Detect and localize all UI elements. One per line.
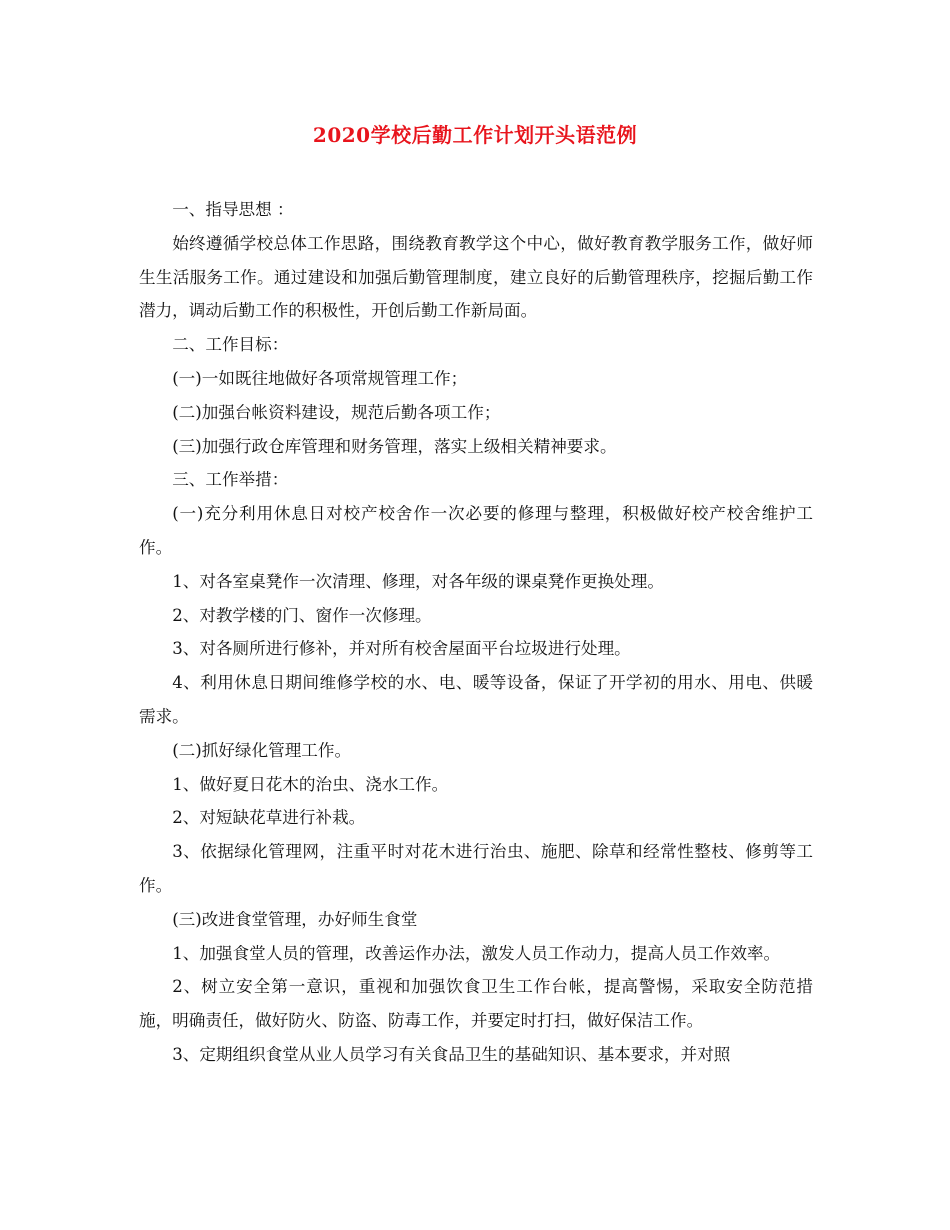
measure-2-item-3: 3、依据绿化管理网，注重平时对花木进行治虫、施肥、除草和经常性整枝、修剪等工作。 [139,842,813,895]
measure-heading-1: (一)充分利用休息日对校产校舍作一次必要的修理与整理，积极做好校产校舍维护工作。 [139,504,813,557]
goal-item-1: (一)一如既往地做好各项常规管理工作； [172,368,468,388]
document-body [139,193,813,1072]
measure-heading-3: (三)改进食堂管理，办好师生食堂 [172,909,418,929]
document-title: 2020学校后勤工作计划开头语范例 [312,123,638,147]
goal-item-3: (三)加强行政仓库管理和财务管理，落实上级相关精神要求。 [172,436,617,456]
measure-1-item-2: 2、对教学楼的门、窗作一次修理。 [172,605,432,625]
measure-1-item-3: 3、对各厕所进行修补，并对所有校舍屋面平台垃圾进行处理。 [172,639,631,659]
measure-heading-2: (二)抓好绿化管理工作。 [172,740,352,760]
measure-2-item-2: 2、对短缺花草进行补栽。 [172,808,366,828]
measure-1-item-1: 1、对各室桌凳作一次清理、修理，对各年级的课桌凳作更换处理。 [172,571,664,591]
measure-3-item-2: 2、树立安全第一意识，重视和加强饮食卫生工作台帐，提高警惕，采取安全防范措施，明确责任，做好防火、防盗、防毒工作，并要定时打扫，做好保洁工作。 [139,977,813,1031]
measure-2-item-1: 1、做好夏日花木的治虫、浇水工作。 [172,774,449,794]
measure-3-item-1: 1、加强食堂人员的管理，改善运作办法，激发人员工作动力，提高人员工作效率。 [172,943,781,963]
measure-3-item-3: 3、定期组织食堂从业人员学习有关食品卫生的基础知识、基本要求，并对照 [172,1044,731,1064]
section-heading-work-goals: 二、工作目标： [172,335,289,355]
section-heading-work-measures: 三、工作举措： [172,470,289,490]
paragraph-guiding-ideology: 始终遵循学校总体工作思路，围绕教育教学这个中心，做好教育教学服务工作，做好师生生活服务工作。通过建设和加强后勤管理制度，建立良好的后勤管理秩序，挖掘后勤工作潜力，调动后勤工作的积极性，开创后勤工作新局面。 [139,233,813,321]
section-heading-guiding-ideology: 一、指导思想 ： [172,200,294,219]
goal-item-2: (二)加强台帐资料建设，规范后勤各项工作； [172,402,501,422]
measure-1-item-4: 4、利用休息日期间维修学校的水、电、暖等设备，保证了开学初的用水、用电、供暖需求。 [139,673,813,726]
